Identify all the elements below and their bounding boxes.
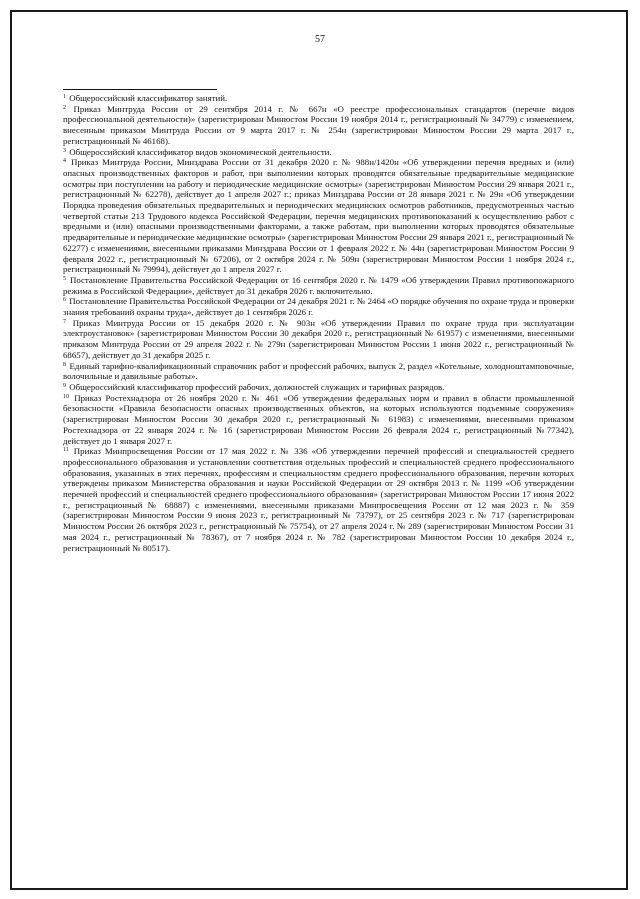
footnotes-section — [63, 93, 574, 553]
footnote-marker: 3 — [63, 147, 66, 154]
footnote-text: Общероссийский классификатор профессий рабочих, должностей служащих и тарифных разрядов. — [69, 381, 445, 392]
footnote-text: Общероссийский классификатор видов экономической деятельности. — [69, 146, 332, 157]
footnote-7 — [63, 318, 574, 361]
footnote-4 — [63, 157, 574, 275]
footnote-5 — [63, 275, 574, 296]
footnote-marker: 9 — [63, 382, 66, 389]
footnote-2 — [63, 104, 574, 147]
footnote-11 — [63, 446, 574, 553]
footnote-text: Единый тарифно-квалификационный справочник работ и профессий рабочих, выпуск 2, раздел «Котельные, холодноштамповочные, волочильные и давильные работы». — [63, 360, 574, 382]
footnote-1 — [63, 93, 574, 104]
footnote-marker: 4 — [63, 158, 66, 165]
footnote-3 — [63, 147, 574, 158]
footnote-marker: 2 — [63, 104, 66, 111]
footnote-text: Приказ Минтруда России, Минздрава России от 31 декабря 2020 г. № 988н/1420н «Об утверждении перечня вредных и (или) опасных производственных факторов и работ, при выполнении которых проводятся обязательные предварительные медицинские осмотры при поступлении на работу и периодические медицинские осмотры» (зарегистрирован Минюстом России 29 января 2021 г., регистрационный № 62278), действует до 1 апреля 2027 г.; приказ Минздрава России от 28 января 2021 г. № 29н «Об утверждении Порядка проведения обязательных предварительных и периодических медицинских осмотров работников, предусмотренных частью четвертой статьи 213 Трудового кодекса Российской Федерации, перечня медицинских противопоказаний к осуществлению работ с вредными и (или) опасными производственными факторами, а также работам, при выполнении которых проводятся обязательные предварительные и периодические медицинские осмотры» (зарегистрирован Минюстом России 29 января 2021 г., регистрационный № 62277) с изменениями, внесенными приказами Минздрава России от 1 февраля 2022 г. № 44н (зарегистрирован Минюстом России 9 февраля 2022 г., регистрационный № 67206), от 2 октября 2024 г. № 509н (зарегистрирован Минюстом России 1 ноября 2024 г., регистрационный № 79994), действует до 1 апреля 2027 г. — [63, 157, 574, 275]
footnote-separator — [63, 89, 217, 90]
footnote-10 — [63, 393, 574, 447]
footnote-marker: 1 — [63, 94, 66, 100]
footnote-marker: 7 — [63, 318, 66, 325]
footnote-marker: 11 — [63, 447, 69, 454]
footnote-text: Постановление Правительства Российской Федерации от 16 сентября 2020 г. № 1479 «Об утверждении Правил противопожарного режима в Российской Федерации», действует до 31 декабря 2026 г. включительно. — [63, 274, 574, 296]
footnote-text: Приказ Ростехнадзора от 26 ноября 2020 г. № 461 «Об утверждении федеральных норм и правил в области промышленной безопасности «Правила безопасности опасных производственных объектов, на которых используются подъемные сооружения» (зарегистрирован Минюстом России 30 декабря 2020 г., регистрационный № 61983) с изменениями, внесенными приказом Ростехнадзора от 22 января 2024 г. № 16 (зарегистрирован Минюстом России 26 февраля 2024 г., регистрационный №77342), действует до 1 января 2027 г. — [63, 392, 574, 446]
footnote-6 — [63, 296, 574, 317]
footnote-text: Приказ Минтруда России от 15 декабря 2020 г. № 903н «Об утверждении Правил по охране труда при эксплуатации электроустановок» (зарегистрирован Минюстом России 30 декабря 2020 г., регистрационный № 61957) с изменениями, внесенными приказом Минтруда России от 29 апреля 2022 г. № 279н (зарегистрирован Минюстом России 1 июня 2022 г., регистрационный № 68657), действует до 31 декабря 2025 г. — [63, 317, 574, 360]
footnote-marker: 6 — [63, 297, 66, 304]
footnote-text: Общероссийский классификатор занятий. — [69, 93, 228, 103]
page-number: 57 — [315, 34, 325, 45]
footnote-text: Приказ Минпросвещения России от 17 мая 2022 г. № 336 «Об утверждении перечней профессий и специальностей среднего профессионального образования и установлении соответствия отдельных профессий и специальностей среднего профессионального образования, указанных в этих перечнях, профессиям и специальностям среднего профессионального образования, перечни которых утверждены приказом Министерства образования и науки Российской Федерации от 29 октября 2013 г. № 1199 «Об утверждении перечней профессий и специальностей среднего профессионального образования» (зарегистрирован Минюстом России 17 июня 2022 г., регистрационный № 68887) с изменениями, внесенными приказами Минпросвещения России от 12 мая 2023 г. № 359 (зарегистрирован Минюстом России 9 июня 2023 г., регистрационный № 73797), от 25 сентября 2023 г. № 717 (зарегистрирован Минюстом России 26 октября 2023 г., регистрационный № 75754), от 27 апреля 2024 г. № 289 (зарегистрирован Минюстом России 31 мая 2024 г., регистрационный № 78367), от 7 ноября 2024 г. № 782 (зарегистрирован Минюстом России 10 декабря 2024 г., регистрационный № 80517). — [63, 446, 574, 553]
footnote-9 — [63, 382, 574, 393]
footnote-marker: 10 — [63, 393, 69, 400]
footnote-8 — [63, 361, 574, 382]
footnote-marker: 5 — [63, 275, 66, 282]
footnote-marker: 8 — [63, 361, 66, 368]
footnote-text: Приказ Минтруда России от 29 сентября 2014 г. № 667н «О реестре профессиональных стандартов (перечне видов профессиональной деятельности)» (зарегистрирован Минюстом России 19 ноября 2014 г., регистрационный № 34779) с изменением, внесенным приказом Минтруда России от 9 марта 2017 г. № 254н (зарегистрирован Минюстом России 29 марта 2017 г., регистрационный № 46168). — [63, 103, 574, 146]
footnote-text: Постановление Правительства Российской Федерации от 24 декабря 2021 г. № 2464 «О порядке обучения по охране труда и проверки знания требований охраны труда», действует до 1 сентября 2026 г. — [63, 296, 575, 318]
